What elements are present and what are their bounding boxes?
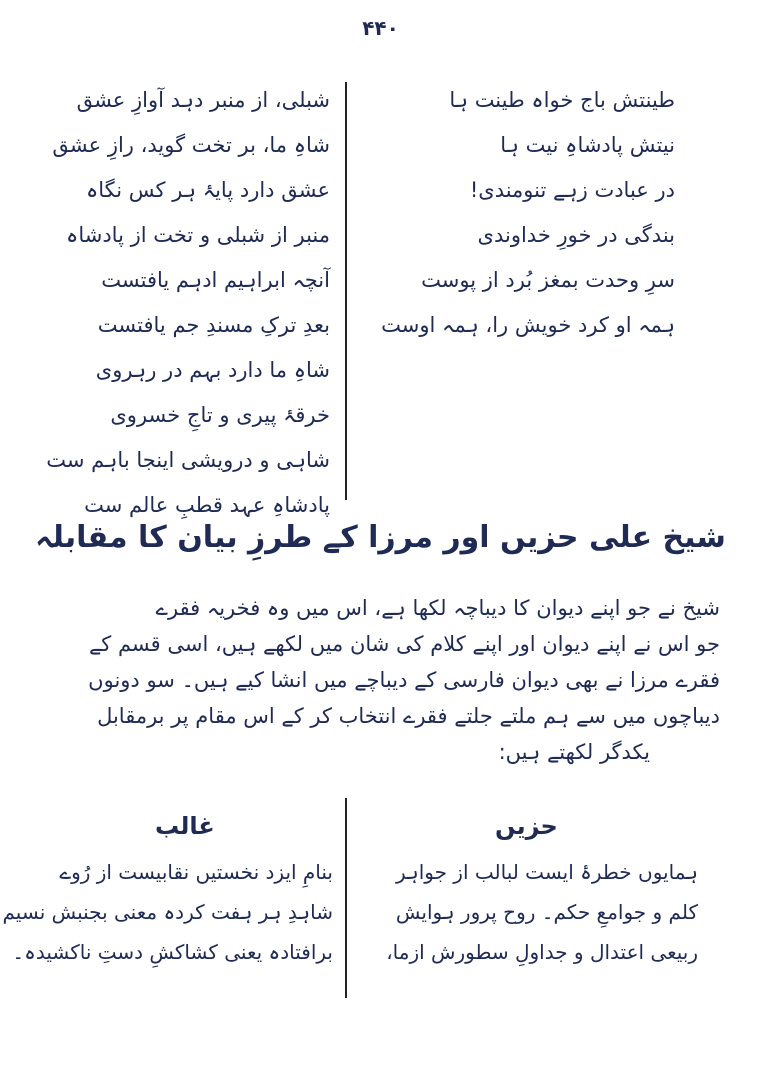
ghalib-line: بنامِ ایزد نخستیں نقابیست از رُوے [59, 860, 333, 884]
poem-line: عشق دارد پایۂ ہر کس نگاہ [85, 178, 330, 202]
prose-line: فقرے مرزا نے بھی دیوان فارسی کے دیباچے میں انشا کیے ہیں۔ سو دونوں [88, 668, 720, 692]
poem-line: شاہی و درویشی اینجا باہم ست [46, 448, 330, 472]
poem-line: بندگی در خورِ خداوندی [477, 223, 675, 247]
poem-line: شبلی، از منبر دہد آوازِ عشق [76, 88, 330, 112]
hazin-heading: حزیں [495, 812, 558, 840]
poem-left-column [46, 78, 330, 528]
poem-line: در عبادت زہے تنومندی! [469, 178, 675, 202]
poem-line: آنچہ ابراہیم ادہم یافتست [101, 268, 330, 292]
section-heading: شیخ علی حزیں اور مرزا کے طرزِ بیان کا مقابلہ [35, 520, 726, 555]
poem-line: نیتش پادشاہِ نیت ہا [500, 133, 675, 157]
hazin-line: ربیعی اعتدال و جداولِ سطورش ازما، [386, 940, 698, 964]
poem-right-column [375, 78, 675, 348]
poem-line: منبر از شبلی و تخت از پادشاہ [66, 223, 330, 247]
ghalib-line: شاہدِ ہر ہفت کردہ معنی بجنبش نسیم [2, 900, 333, 924]
ghalib-line: برافتادہ یعنی کشاکشِ دستِ ناکشیدہ۔ [12, 940, 333, 964]
poem-line: طینتش باج خواہ طینت ہا [449, 88, 675, 112]
poem-divider [345, 82, 347, 500]
hazin-text [368, 852, 698, 972]
hazin-line: کلم و جوامعِ حکم۔ روح پرور ہوایش [395, 900, 698, 924]
hazin-line: ہمایوں خطرۂ ایست لبالب از جواہر [395, 860, 698, 884]
prose-line: شیخ نے جو اپنے دیوان کا دیباچہ لکھا ہے، اس میں وہ فخریہ فقرے [155, 596, 720, 620]
poem-line: سرِ وحدت بمغز بُرد از پوست [421, 268, 675, 292]
poem-line: پادشاہِ عہد قطبِ عالم ست [84, 493, 330, 517]
ghalib-text [2, 852, 333, 972]
prose-paragraph [30, 590, 720, 770]
comparison-divider [345, 798, 347, 998]
prose-line: جو اس نے اپنے دیوان اور اپنے کلام کی شان میں لکھے ہیں، اسی قسم کے [88, 632, 720, 656]
poem-line: شاہِ ما، بر تخت گوید، رازِ عشق [52, 133, 330, 157]
page-number: ۴۴۰ [362, 16, 399, 40]
poem-line: شاہِ ما دارد بہم در رہروی [95, 358, 330, 382]
poem-line: ہمہ او کرد خویش را، ہمہ اوست [381, 313, 675, 337]
prose-line: دیباچوں میں سے ہم ملتے جلتے فقرے انتخاب کر کے اس مقام پر برمقابل [97, 704, 720, 728]
prose-line: یکدگر لکھتے ہیں: [498, 740, 650, 764]
poem-line: خرقۂ پیری و تاجِ خسروی [110, 403, 330, 427]
ghalib-heading: غالب [155, 812, 215, 840]
poem-line: بعدِ ترکِ مسندِ جم یافتست [97, 313, 330, 337]
